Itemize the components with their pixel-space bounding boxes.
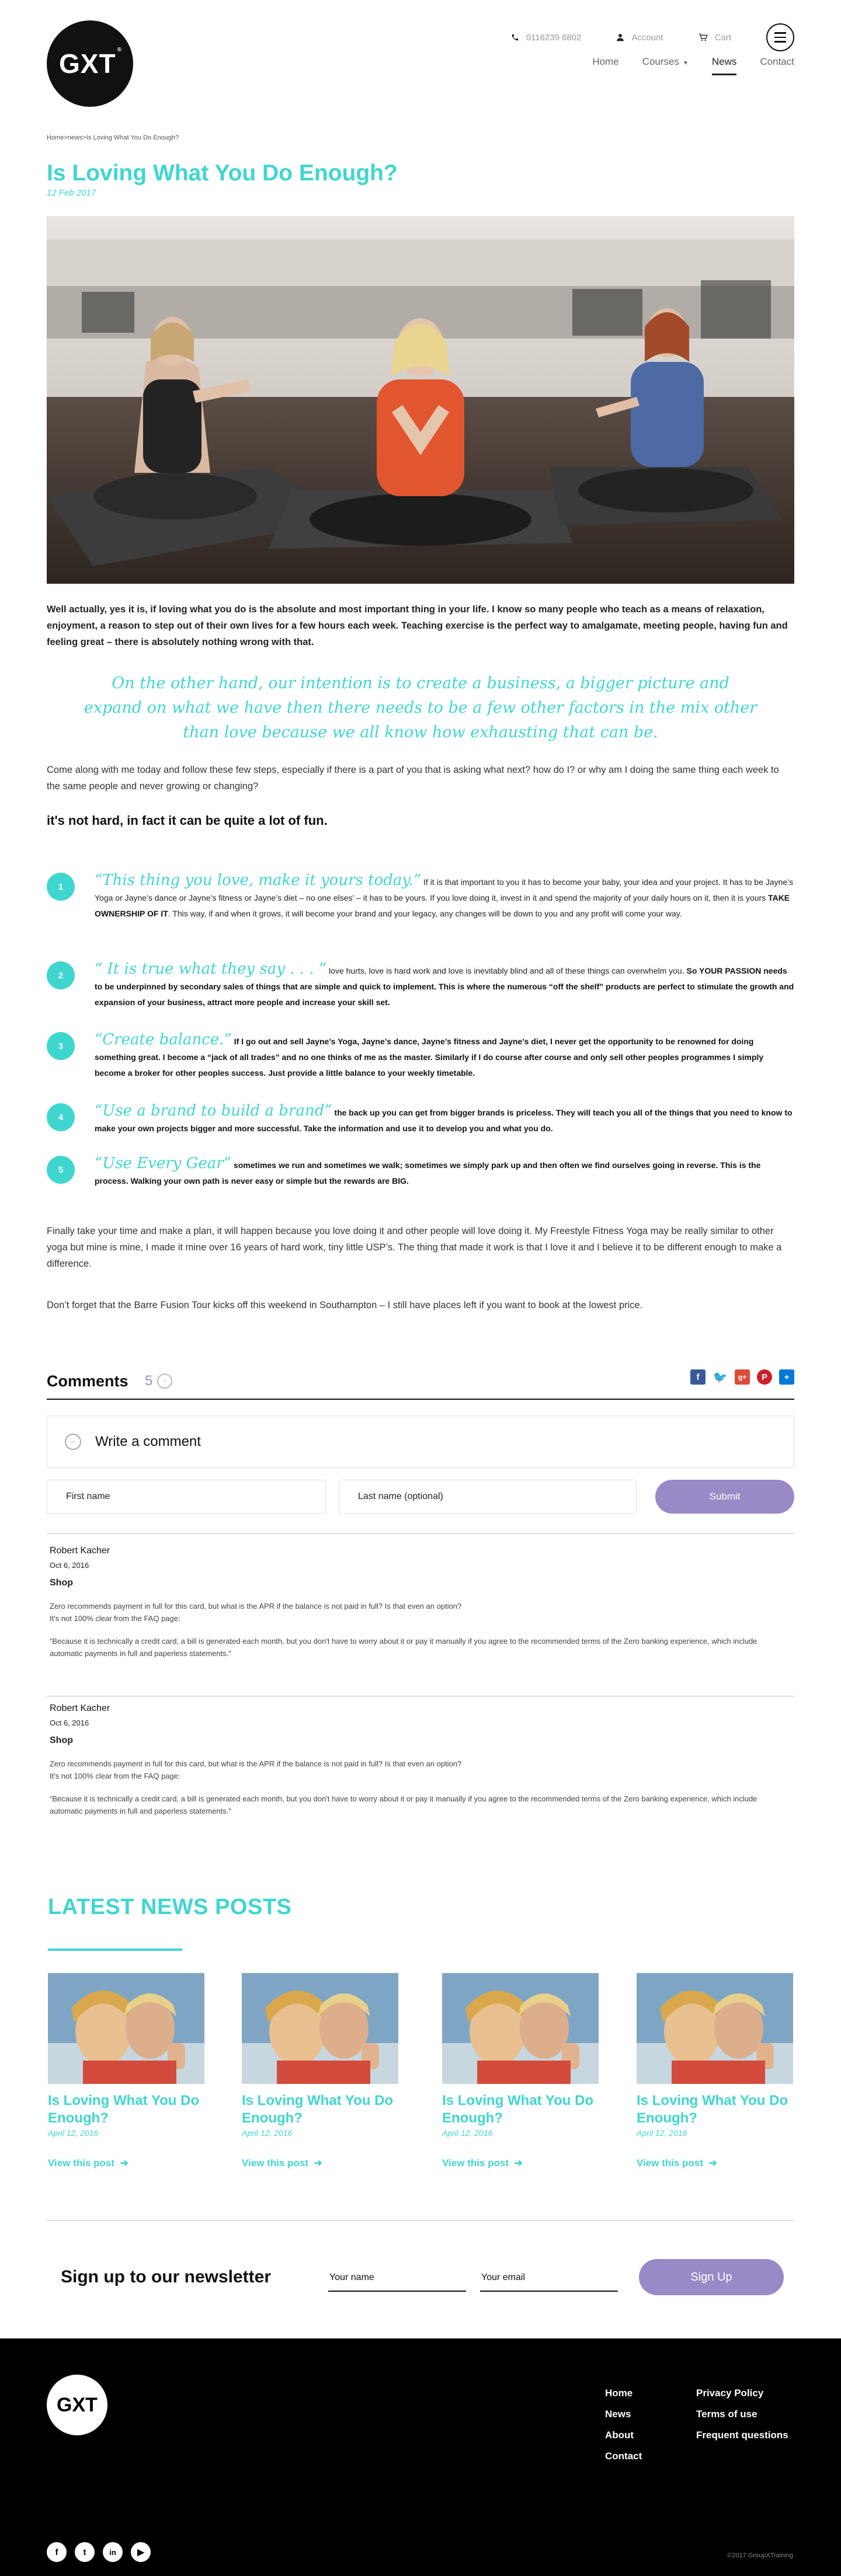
comment-subject: Shop (50, 1578, 73, 1588)
news-card-title: Is Loving What You Do Enough? (48, 2093, 200, 2126)
selfie-photo (242, 1973, 398, 2084)
twitter-icon[interactable]: t (75, 2542, 95, 2562)
arrow-right-icon: ➔ (117, 2157, 128, 2169)
footer-link-home[interactable]: Home (605, 2387, 633, 2399)
step-text (95, 960, 795, 1010)
first-name-input[interactable]: First name (47, 1480, 326, 1514)
tour-paragraph: Don’t forget that the Barre Fusion Tour kicks off this weekend in Southampton – I still have places left if you want to book at the lowest price. (47, 1300, 643, 1310)
nav-home[interactable]: Home (592, 56, 619, 67)
news-card[interactable] (442, 1973, 599, 2169)
pull-quote: On the other hand, our intention is to create a business, a bigger picture and expand on what we have then there needs to be a few other factors in the mix other than love because we all know how exhausting that can be. (84, 674, 757, 741)
news-card[interactable] (242, 1973, 398, 2169)
news-card-image (442, 1973, 599, 2084)
comment-quote: “Because it is technically a credit card, a bill is generated each month, but you don't have to worry about it or pay it manually if you agree to the recommended terms of the Zero banking experience, which include automatic payments in full and paperless statements.” (50, 1794, 757, 1815)
news-card-image (242, 1973, 398, 2084)
view-post-label: View this post (442, 2157, 509, 2169)
newsletter-title: Sign up to our newsletter (61, 2267, 272, 2286)
breadcrumb[interactable]: Home>news>Is Loving What You Do Enough? (47, 134, 179, 141)
menu-icon-bar (774, 32, 786, 34)
footer-link-privacy[interactable]: Privacy Policy (696, 2387, 764, 2399)
latest-news-title: LATEST NEWS POSTS (48, 1895, 292, 1919)
facebook-icon[interactable]: f (47, 2542, 67, 2562)
share-bar (690, 1369, 794, 1385)
view-post-link[interactable] (48, 2157, 204, 2169)
news-card[interactable] (48, 1973, 204, 2169)
news-card-image (637, 1973, 793, 2084)
page-title: Is Loving What You Do Enough? (47, 161, 398, 186)
phone-number: 0116239 6802 (526, 32, 582, 43)
logo-text: GXT (59, 48, 116, 79)
sign-up-button[interactable]: Sign Up (639, 2259, 784, 2295)
write-comment-box[interactable] (47, 1416, 794, 1468)
step-number: 3 (47, 1032, 75, 1060)
account-label: Account (631, 32, 663, 43)
comment-quote: “Because it is technically a credit card, a bill is generated each month, but you don't have to worry about it or pay it manually if you agree to the recommended terms of the Zero banking experience, which include automatic payments in full and paperless statements.” (50, 1637, 757, 1658)
view-post-link[interactable] (242, 2157, 398, 2169)
divider (47, 1399, 794, 1400)
comment-body: Zero recommends payment in full for this card, but what is the APR if the balance is not paid in full? Is that even an option? (50, 1602, 462, 1611)
selfie-photo (48, 1973, 204, 2084)
step-emphasis: TAKE OWNERSHIP OF IT (95, 893, 790, 918)
pinterest-icon[interactable]: P (757, 1369, 772, 1385)
view-post-label: View this post (48, 2157, 114, 2169)
chevron-down-icon: ▼ (682, 60, 689, 67)
news-card-date: April 12, 2016 (48, 2128, 99, 2138)
comment-count-value: 5 (145, 1373, 153, 1389)
news-card-image (48, 1973, 204, 2084)
lead-paragraph: Well actually, yes it is, if loving what you do is the absolute and most important thing in your life. I know so many people who teach as a means of relaxation, enjoyment, a reason to step out of their own lives for a few hours each week. Teaching exercise is the perfect way to amalgamate, meeting people, having fun and feeling great – there is absolutely nothing wrong with that. (47, 604, 788, 647)
logo-mark: ® (117, 46, 122, 53)
comment-body: It's not 100% clear from the FAQ page: (50, 1772, 180, 1780)
arrow-right-icon: ➔ (511, 2157, 523, 2169)
selfie-photo (637, 1973, 793, 2084)
footer (0, 2338, 841, 2576)
step-number: 1 (47, 873, 75, 901)
arrow-right-icon: ➔ (311, 2157, 322, 2169)
user-icon (616, 33, 624, 41)
newsletter-name-input[interactable]: Your name (328, 2265, 466, 2292)
step-emphasis: So YOUR PASSION needs to be underpinned by secondary sales of things that are simple and quick to implement. This is where the numerous “off the shelf” products are perfect to stimulate the growth and expansion of your business, attract more people and increase your skill set. (95, 966, 794, 1007)
menu-button[interactable] (766, 23, 794, 51)
step-heading: “ It is true what they say . . . ” (95, 960, 327, 978)
closing-paragraph: Finally take your time and make a plan, it will happen because you love doing it and other people will love doing it. My Freestyle Fitness Yoga may be really similar to other yoga but mine is mine, I made it mine over 16 years of hard work, tiny little USP’s. The thing that made it work is that I love it and I believe it to be different enough to make a difference. (47, 1226, 782, 1269)
comment-item (50, 1546, 791, 1660)
footer-link-about[interactable]: About (605, 2429, 634, 2441)
write-comment-label: Write a comment (95, 1434, 201, 1449)
newsletter-email-input[interactable]: Your email (480, 2265, 618, 2292)
subheading: it's not hard, in fact it can be quite a lot of fun. (47, 813, 328, 828)
cart-label: Cart (714, 32, 731, 43)
comment-author: Robert Kacher (50, 1546, 110, 1556)
footer-link-terms[interactable]: Terms of use (696, 2408, 757, 2420)
view-post-link[interactable] (637, 2157, 793, 2169)
step-emphasis: the back up you can get from bigger brands is priceless. They will teach you all of the things that you need to know to make your own projects bigger and more successful. Take the information and use it to develop you and what you do. (95, 1108, 793, 1133)
step-emphasis: sometimes we run and sometimes we walk; sometimes we simply park up and then often we find ourselves going in reverse. This is the process. Walking your own path is never easy or simple but the rewards are BIG. (95, 1160, 761, 1186)
footer-social (47, 2542, 151, 2562)
account-link[interactable] (616, 33, 663, 43)
step-body: If it is that important to you it has to become your baby, your idea and your project. It has to be Jayne’s Yoga or Jayne’s dance or Jayne’s fitness or Jayne’s diet – no one elses’ – it has to be yours. If you love doing it, invest in it and spend the majority of your daily hours on it, then it is yours (95, 877, 793, 902)
footer-links-secondary (696, 2383, 788, 2446)
step-number: 5 (47, 1156, 75, 1184)
step-text (95, 1155, 795, 1189)
step-text (95, 872, 795, 922)
selfie-photo (442, 1973, 599, 2084)
comment-count (145, 1373, 172, 1389)
comment-item (50, 1703, 791, 1817)
step-heading: “Create balance.” (95, 1031, 232, 1048)
step-emphasis: If I go out and sell Jayne’s Yoga, Jayne’s dance, Jayne’s fitness and Jayne’s diet, I never get the opportunity to be renowned for doing something great. I become a “jack of all trades” and no one thinks of me as the master. Similarly if I do course after course and only sell other peoples programmes I simply become a broker for other peoples success. Just provide a little balance to your weekly timetable. (95, 1037, 764, 1078)
title-underline (48, 1948, 182, 1951)
step-heading: “Use a brand to build a brand” (95, 1102, 332, 1120)
add-share-icon[interactable]: + (779, 1369, 794, 1385)
hero-image (47, 216, 794, 584)
step-heading: “Use Every Gear” (95, 1155, 232, 1172)
step-heading: “This thing you love, make it yours today.” (95, 872, 422, 889)
nav-contact[interactable]: Contact (760, 56, 794, 67)
view-post-label: View this post (242, 2157, 308, 2169)
nav-courses[interactable] (642, 56, 689, 75)
main-nav (592, 56, 794, 75)
google-plus-icon[interactable]: g+ (735, 1369, 750, 1385)
footer-link-contact[interactable]: Contact (605, 2450, 642, 2462)
comment-body: Zero recommends payment in full for this card, but what is the APR if the balance is not paid in full? Is that even an option? (50, 1759, 462, 1768)
divider (47, 2220, 794, 2221)
facebook-icon[interactable]: f (690, 1369, 706, 1385)
news-card-title: Is Loving What You Do Enough? (637, 2093, 788, 2126)
footer-links-primary (605, 2383, 642, 2467)
comment-body: It's not 100% clear from the FAQ page: (50, 1614, 180, 1623)
footer-link-news[interactable]: News (605, 2408, 631, 2420)
linkedin-icon[interactable]: in (103, 2542, 123, 2562)
comment-date: Oct 6, 2016 (50, 1719, 89, 1727)
copyright: ©2017 GroupXTraining (727, 2552, 793, 2559)
footer-link-faq[interactable]: Frequent questions (696, 2429, 788, 2441)
news-card[interactable] (637, 1973, 793, 2169)
view-post-label: View this post (637, 2157, 703, 2169)
phone-icon (511, 33, 519, 41)
step-text (95, 1102, 795, 1137)
news-card-title: Is Loving What You Do Enough? (242, 2093, 394, 2126)
youtube-icon[interactable]: ▶ (131, 2542, 151, 2562)
step-body-end: . This way, if and when it grows, it will become your brand and your legacy, any changes will be down to you and any profit will come your way. (168, 909, 682, 918)
submit-button[interactable]: Submit (655, 1480, 794, 1514)
step-text (95, 1031, 795, 1081)
footer-logo[interactable]: GXT (47, 2375, 107, 2435)
nav-courses-label: Courses (642, 56, 679, 67)
logo[interactable] (47, 20, 133, 107)
arrow-right-icon: ➔ (706, 2157, 717, 2169)
divider (47, 1533, 794, 1534)
step-number: 2 (47, 961, 75, 989)
last-name-input[interactable]: Last name (optional) (339, 1480, 637, 1514)
nav-news[interactable]: News (712, 56, 737, 75)
step-body: love hurts, love is hard work and love is inevitably blind and all of these things can overwhelm you. (326, 966, 687, 975)
post-date: 12 Feb 2017 (47, 188, 96, 198)
step-number: 4 (47, 1103, 75, 1131)
comment-author: Robert Kacher (50, 1703, 110, 1713)
twitter-icon[interactable]: 🐦 (713, 1369, 728, 1385)
comment-subject: Shop (50, 1735, 73, 1745)
intro-paragraph: Come along with me today and follow these few steps, especially if there is a part of you that is asking what next? how do I? or why am I doing the same thing each week to the same people and never growing or changing? (47, 765, 779, 792)
comments-title: Comments (47, 1372, 128, 1390)
chat-bubble-icon: ◦◦ (157, 1374, 172, 1389)
top-bar (511, 23, 794, 51)
comment-date: Oct 6, 2016 (50, 1561, 89, 1570)
view-post-link[interactable] (442, 2157, 599, 2169)
news-card-title: Is Loving What You Do Enough? (442, 2093, 594, 2126)
news-card-date: April 12, 2016 (637, 2128, 687, 2138)
news-card-date: April 12, 2016 (442, 2128, 493, 2138)
cart-link[interactable] (698, 33, 731, 43)
news-card-date: April 12, 2016 (242, 2128, 293, 2138)
menu-icon-bar (774, 37, 786, 39)
cart-icon (698, 33, 708, 41)
phone-link[interactable] (511, 33, 582, 43)
yoga-class-photo (47, 216, 794, 584)
chat-bubble-icon: ◦◦ (65, 1434, 81, 1450)
menu-icon-bar (774, 41, 786, 43)
divider (47, 1696, 794, 1697)
